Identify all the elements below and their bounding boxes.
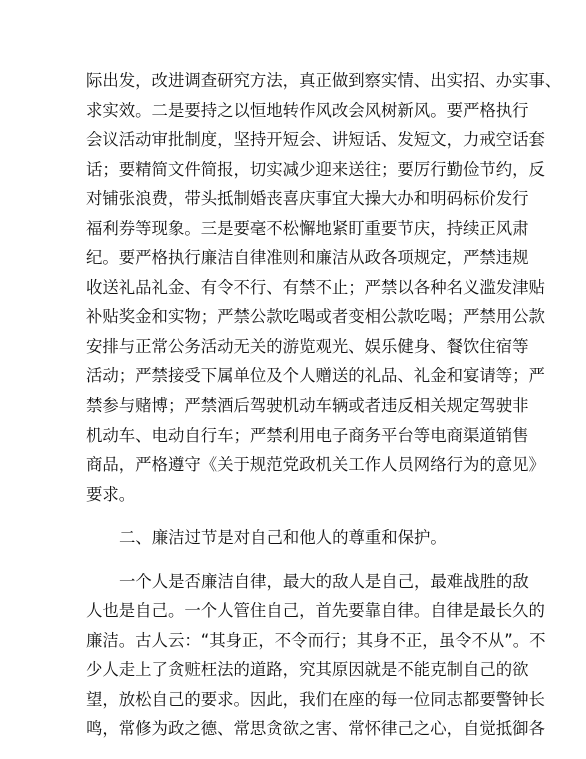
text-line: 禁参与赌博；严禁酒后驾驶机动车辆或者违反相关规定驾驶非: [86, 396, 529, 416]
text-line: 话；要精简文件简报，切实减少迎来送往；要厉行勤俭节约，反: [86, 159, 545, 179]
text-line: 对铺张浪费，带头抵制婚丧喜庆事宜大操大办和明码标价发行: [86, 189, 529, 209]
text-line: 商品，严格遵守《关于规范党政机关工作人员网络行为的意见》: [86, 455, 545, 475]
text-line: 补贴奖金和实物；严禁公款吃喝或者变相公款吃喝；严禁用公款: [86, 307, 545, 327]
document-body: [86, 66, 562, 744]
text-line: 望，放松自己的要求。因此，我们在座的每一位同志都要警钟长: [86, 689, 545, 709]
paragraph-2: [86, 567, 546, 744]
text-line: 一个人是否廉洁自律，最大的敌人是自己，最难战胜的敌: [119, 571, 529, 591]
section-heading: 二、廉洁过节是对自己和他人的尊重和保护。: [119, 528, 447, 548]
text-line: 际出发，改进调查研究方法，真正做到察实情、出实招、办实事、: [86, 71, 562, 90]
text-line: 求实效。二是要持之以恒地转作风改会风树新风。要严格执行: [86, 100, 529, 120]
text-line: 纪。要严格执行廉洁自律准则和廉洁从政各项规定，严禁违规: [86, 248, 529, 268]
text-line: 会议活动审批制度，坚持开短会、讲短话、发短文，力戒空话套: [86, 130, 545, 150]
text-line: 鸣，常修为政之德、常思贪欲之害、常怀律己之心，自觉抵御各: [86, 719, 545, 739]
text-line: 要求。: [86, 484, 136, 504]
text-line: 人也是自己。一个人管住自己，首先要靠自律。自律是最长久的: [86, 601, 545, 621]
paragraph-1: [86, 66, 562, 509]
text-line: 活动；严禁接受下属单位及个人赠送的礼品、礼金和宴请等；严: [86, 366, 545, 386]
text-line: 机动车、电动自行车；严禁利用电子商务平台等电商渠道销售: [86, 425, 529, 445]
text-line: 收送礼品礼金、有令不行、有禁不止；严禁以各种名义滥发津贴: [86, 277, 545, 297]
text-line: 福利券等现象。三是要毫不松懈地紧盯重要节庆，持续正风肃: [86, 218, 529, 238]
text-line: 廉洁。古人云：“其身正，不令而行；其身不正，虽令不从”。不: [86, 630, 546, 650]
text-line: 安排与正常公务活动无关的游览观光、娱乐健身、餐饮住宿等: [86, 336, 529, 356]
paragraph-gap: [86, 553, 506, 567]
text-line: 少人走上了贪赃枉法的道路，究其原因就是不能克制自己的欲: [86, 660, 529, 680]
paragraph-gap: [86, 509, 506, 523]
